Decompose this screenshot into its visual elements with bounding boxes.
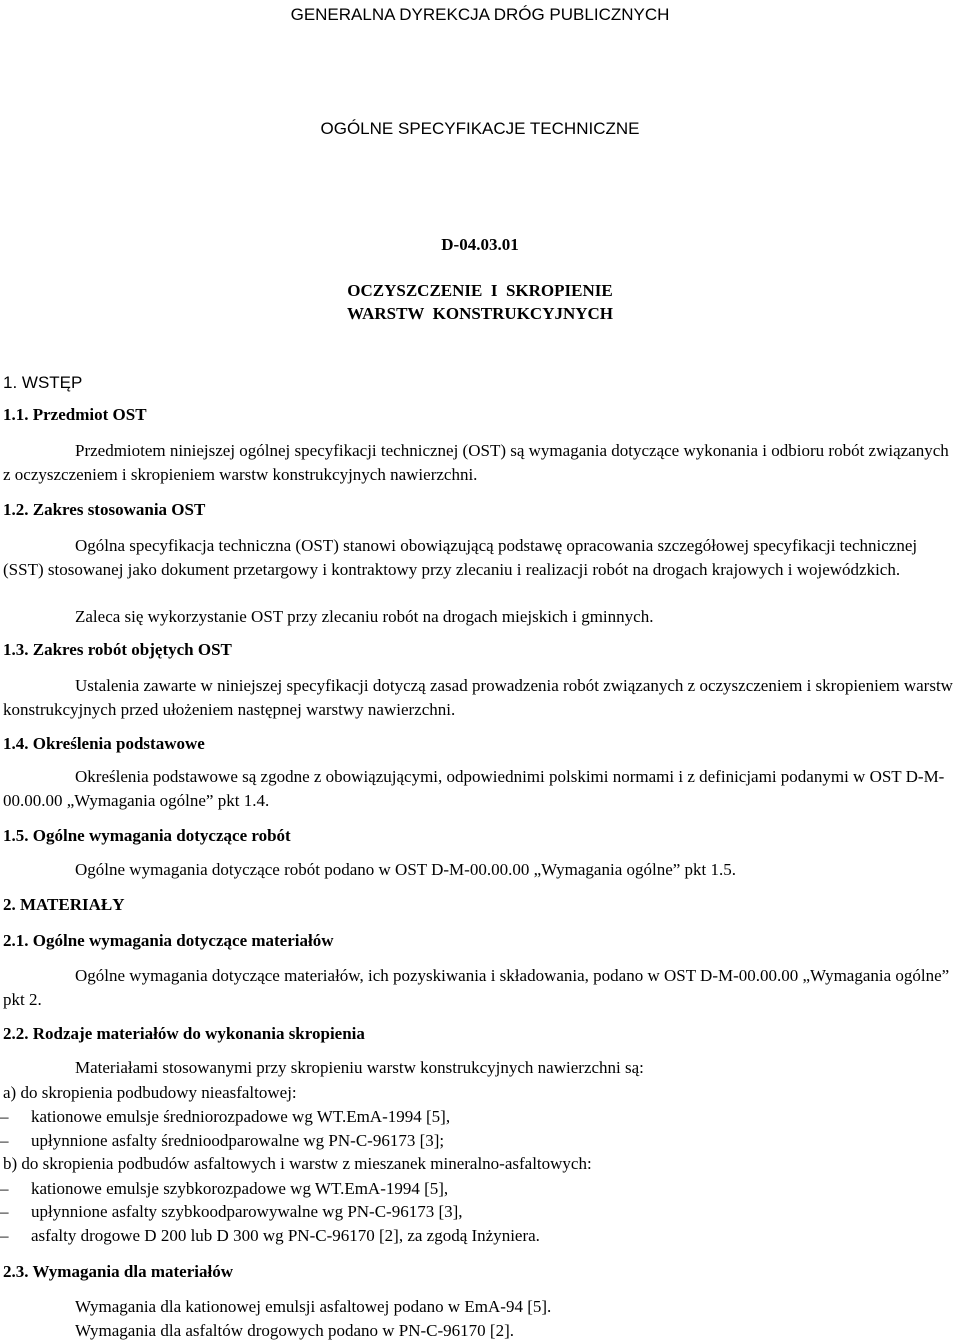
list-item-text: asfalty drogowe D 200 lub D 300 wg PN-C-96170 [2], za zgodą Inżyniera.: [31, 1226, 540, 1245]
section-1-2-text2: Zaleca się wykorzystanie OST przy zlecaniu robót na drogach miejskich i gminnych.: [75, 607, 654, 626]
section-2-2-intro: Materiałami stosowanymi przy skropieniu warstw konstrukcyjnych nawierzchni są:: [75, 1058, 644, 1077]
section-2-2-heading: 2.2. Rodzaje materiałów do wykonania skropienia: [3, 1024, 365, 1043]
section-2-3-line1: Wymagania dla kationowej emulsji asfaltowej podano w EmA-94 [5].: [75, 1297, 552, 1316]
section-1-3-text: Ustalenia zawarte w niniejszej specyfikacji dotyczą zasad prowadzenia robót związanych z oczyszczeniem i skropieniem warstw konstrukcyjnych przed ułożeniem następnej warstwy nawierzchni.: [3, 676, 953, 719]
section-1-1-text: Przedmiotem niniejszej ogólnej specyfikacji technicznej (OST) są wymagania dotyczące wykonania i odbioru robót związanych z oczyszczeniem i skropieniem warstw konstrukcyjnych nawierzchni.: [3, 441, 949, 484]
list-item-text: kationowe emulsje średniorozpadowe wg WT.EmA-1994 [5],: [31, 1107, 451, 1126]
list-item-text: upłynnione asfalty szybkoodparowywalne wg PN-C-96173 [3],: [31, 1202, 463, 1221]
section-1-1-heading: 1.1. Przedmiot OST: [3, 405, 147, 424]
section-1-2-text1: Ogólna specyfikacja techniczna (OST) stanowi obowiązującą podstawę opracowania szczegółowej specyfikacji technicznej (SST) stosowanej jako dokument przetargowy i kontraktowy przy zlecaniu i realizacji robót na drogach krajowych i wojewódzkich.: [3, 536, 918, 579]
section-2-1-text: Ogólne wymagania dotyczące materiałów, ich pozyskiwania i składowania, podano w OST D-M-00.00.00 „Wymagania ogólne” pkt 2.: [3, 966, 950, 1009]
organization-name: GENERALNA DYREKCJA DRÓG PUBLICZNYCH: [290, 5, 670, 24]
list-item: [0, 1132, 444, 1149]
section-1-3-heading: 1.3. Zakres robót objętych OST: [3, 640, 232, 659]
dash-bullet: –: [0, 1202, 9, 1221]
section-1-heading: 1. WSTĘP: [3, 373, 83, 392]
section-1-2-heading: 1.2. Zakres stosowania OST: [3, 500, 206, 519]
list-item: [0, 1108, 450, 1125]
section-2-heading: 2. MATERIAŁY: [3, 895, 125, 914]
dash-bullet: –: [0, 1107, 9, 1126]
list-item-text: kationowe emulsje szybkorozpadowe wg WT.EmA-1994 [5],: [31, 1179, 449, 1198]
section-2-3-heading: 2.3. Wymagania dla materiałów: [3, 1262, 233, 1281]
list-item: [0, 1203, 463, 1220]
dash-bullet: –: [0, 1226, 9, 1245]
section-2-3-line2: Wymagania dla asfaltów drogowych podano w PN-C-96170 [2].: [75, 1321, 514, 1340]
section-1-5-heading: 1.5. Ogólne wymagania dotyczące robót: [3, 826, 291, 845]
group-b-label: b) do skropienia podbudów asfaltowych i warstw z mieszanek mineralno-asfaltowych:: [3, 1154, 592, 1173]
list-item: [0, 1180, 448, 1197]
spec-type: OGÓLNE SPECYFIKACJE TECHNICZNE: [320, 119, 640, 138]
dash-bullet: –: [0, 1131, 9, 1150]
section-2-1-heading: 2.1. Ogólne wymagania dotyczące materiałów: [3, 931, 334, 950]
group-a-label: a) do skropienia podbudowy nieasfaltowej:: [3, 1083, 297, 1102]
spec-title-line1: OCZYSZCZENIE I SKROPIENIE: [347, 281, 613, 300]
list-item: [0, 1227, 540, 1244]
section-1-4-text: Określenia podstawowe są zgodne z obowiązującymi, odpowiednimi polskimi normami i z definicjami podanymi w OST D-M-00.00.00 „Wymagania ogólne” pkt 1.4.: [3, 767, 945, 810]
spec-code: D-04.03.01: [441, 235, 519, 254]
section-1-5-text: Ogólne wymagania dotyczące robót podano w OST D-M-00.00.00 „Wymagania ogólne” pkt 1.5.: [75, 860, 737, 879]
dash-bullet: –: [0, 1179, 9, 1198]
list-item-text: upłynnione asfalty średnioodparowalne wg PN-C-96173 [3];: [31, 1131, 445, 1150]
section-1-4-heading: 1.4. Określenia podstawowe: [3, 734, 205, 753]
spec-title-line2: WARSTW KONSTRUKCYJNYCH: [346, 304, 614, 323]
